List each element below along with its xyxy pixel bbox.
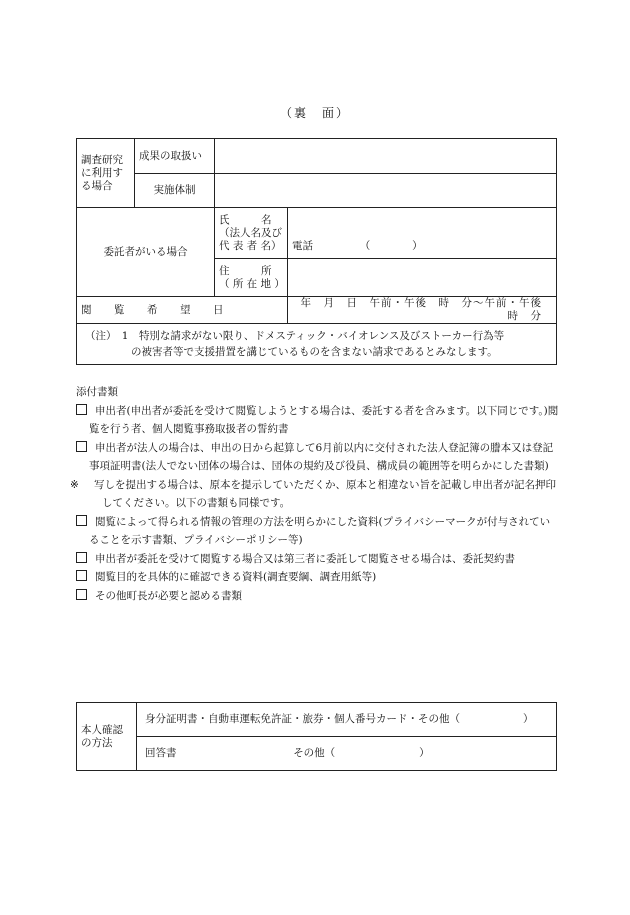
- id-row2[interactable]: [137, 737, 557, 771]
- checkbox-icon[interactable]: [76, 515, 87, 526]
- attachment-item: その他町長が必要と認める書類: [76, 587, 560, 606]
- name-label-cell: [215, 208, 288, 259]
- name-sub2: 代 表 者 名）: [219, 239, 282, 252]
- id-other: その他（ ）: [293, 747, 430, 759]
- consignor-label: 委託者がいる場合: [77, 208, 215, 297]
- request-details-table: [76, 138, 557, 365]
- research-label: 調査研究に利用する場合: [77, 139, 135, 208]
- desired-date-label: 閲 覧 希 望 日: [77, 297, 288, 324]
- attachment-item: 申出者が委託を受けて閲覧する場合又は第三者に委託して閲覧させる場合は、委託契約書: [76, 550, 560, 569]
- phone-paren: （ ）: [359, 240, 423, 252]
- checkbox-icon[interactable]: [76, 570, 87, 581]
- results-value[interactable]: [215, 139, 557, 174]
- attachment-note: ※ 写しを提出する場合は、原本を提示していただくか、原本と相違ない旨を記載し申出者が記名押印してください。以下の書類も同様です。: [70, 478, 556, 509]
- checkbox-icon[interactable]: [76, 441, 87, 452]
- attachment-item: 申出者が法人の場合は、申出の日から起算して6月前以内に交付された法人登記簿の謄本又は登記事項証明書(法人でない団体の場合は、団体の規約及び役員、構成員の範囲等を明らかにした書類): [76, 439, 560, 476]
- attachment-item: 閲覧によって得られる情報の管理の方法を明らかにした資料(プライバシーマークが付与されていることを示す書類、プライバシーポリシー等): [76, 513, 560, 550]
- page-heading: （裏 面）: [279, 106, 350, 120]
- checkbox-icon[interactable]: [76, 589, 87, 600]
- note-line1: 特別な請求がない限り、ドメスティック・バイオレンス及びストーカー行為等: [138, 330, 505, 342]
- note-line2: の被害者等で支援措置を講じているものを含まない請求であるとみなします。: [131, 346, 498, 358]
- address-value[interactable]: [288, 259, 557, 297]
- address-sub: （ 所 在 地 ）: [219, 277, 285, 290]
- attachments-section: [70, 383, 560, 605]
- id-row1[interactable]: 身分証明書・自動車運転免許証・旅券・個人番号カード・その他（ ）: [137, 703, 557, 737]
- note-cell: [77, 324, 557, 365]
- checkbox-icon[interactable]: [76, 404, 87, 415]
- system-value[interactable]: [215, 174, 557, 208]
- system-label: 実施体制: [135, 174, 215, 208]
- address-label-cell: [215, 259, 288, 297]
- attachment-item: 閲覧目的を具体的に確認できる資料(調査要綱、調査用紙等): [76, 568, 560, 587]
- attachments-title: 添付書類: [76, 386, 118, 398]
- address-label: 住 所: [219, 264, 272, 277]
- phone-label: 電話: [292, 240, 313, 252]
- results-label: 成果の取扱い: [135, 139, 215, 174]
- name-value[interactable]: [288, 208, 557, 259]
- attachment-item: 申出者(申出者が委託を受けて閲覧しようとする場合は、委託する者を含みます。以下同じです。)閲覧を行う者、個人閲覧事務取扱者の誓約書: [76, 402, 560, 439]
- checkbox-icon[interactable]: [76, 552, 87, 563]
- desired-date-value[interactable]: 年 月 日 午前・午後 時 分〜午前・午後 時 分: [288, 297, 557, 324]
- name-label: 氏 名: [219, 213, 272, 226]
- note-prefix: （注） 1: [85, 330, 139, 342]
- id-label: 本人確認の方法: [77, 703, 137, 771]
- reply-letter: 回答書: [145, 747, 177, 759]
- name-sub1: （法人名及び: [219, 226, 282, 239]
- identity-verification-table: [76, 702, 557, 771]
